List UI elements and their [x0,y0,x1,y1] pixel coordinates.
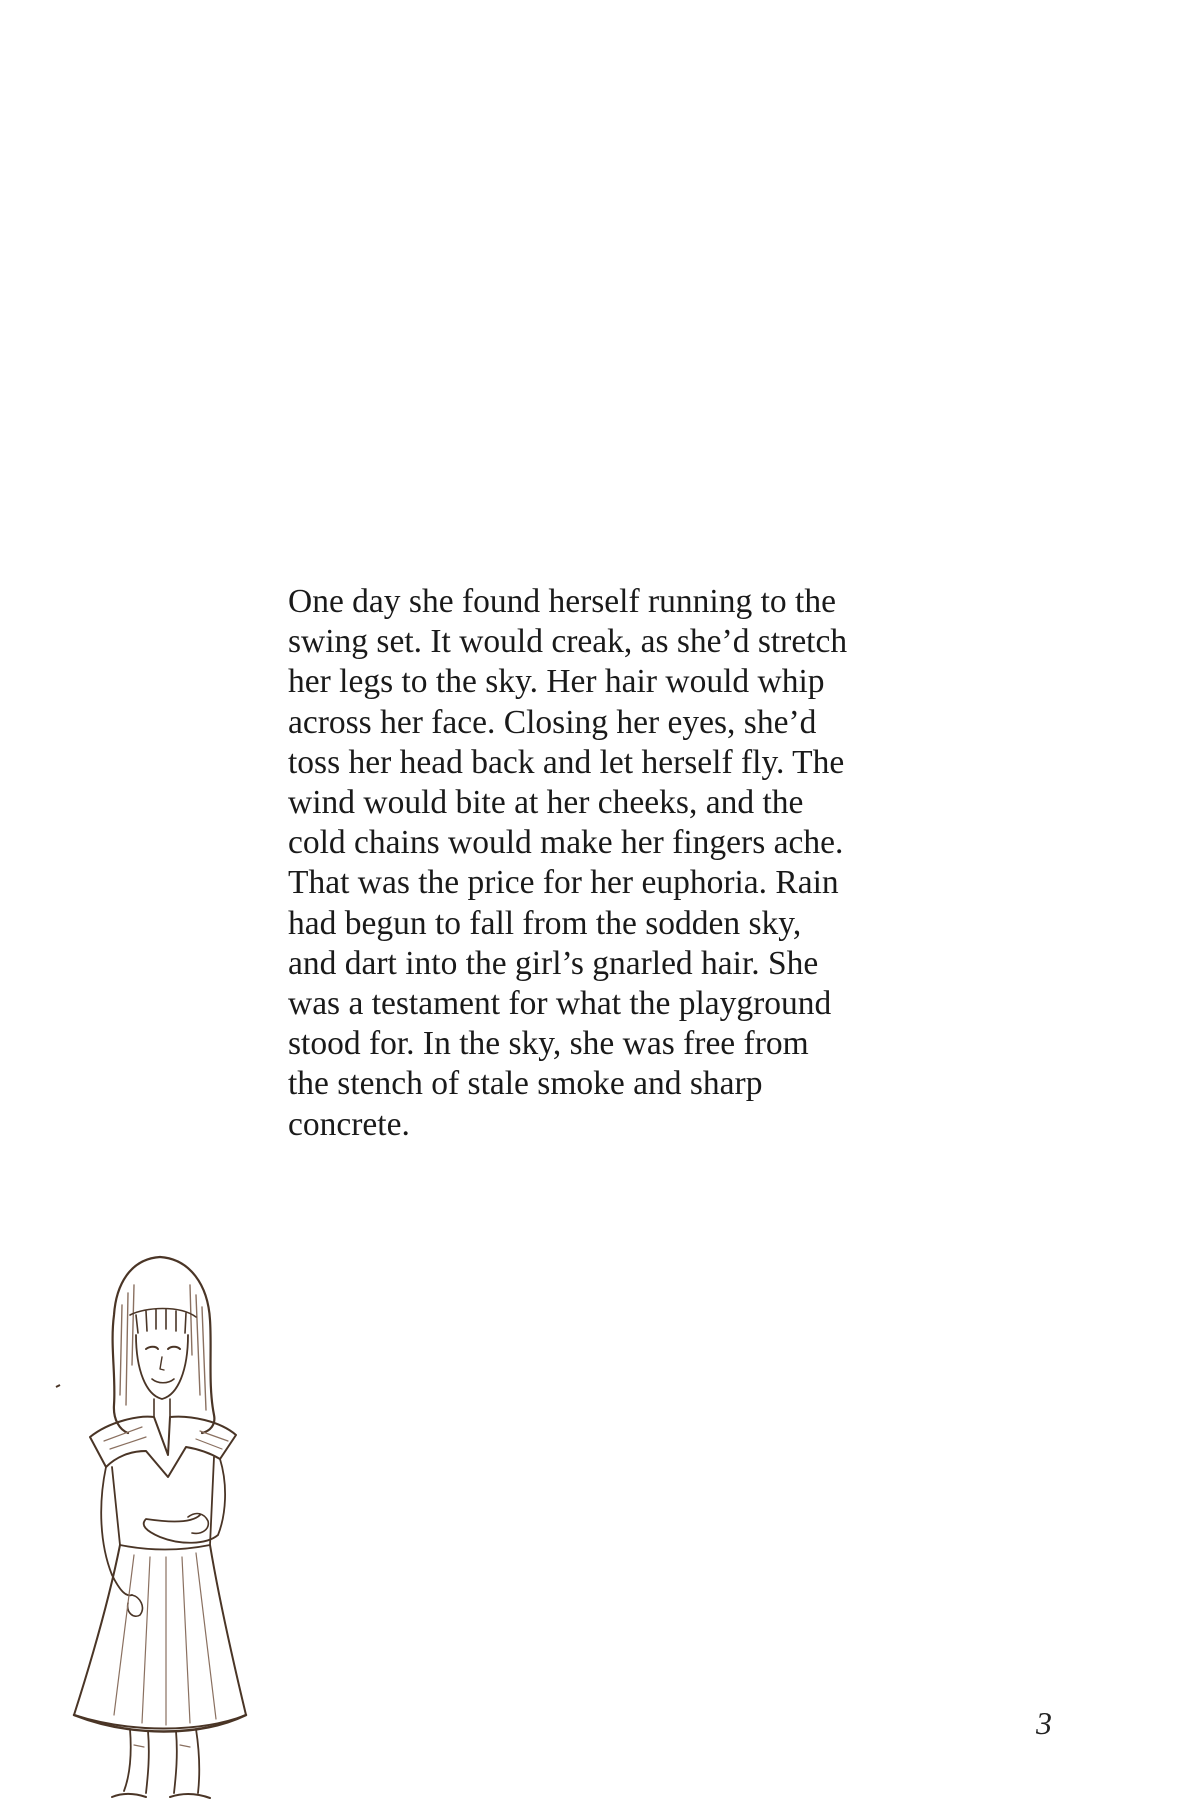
story-line: her legs to the sky. Her hair would whip [288,663,825,701]
story-line: wind would bite at her cheeks, and the [288,784,804,822]
story-paragraph [288,582,938,1145]
story-line: concrete. [288,1105,410,1143]
story-line: One day she found herself running to the [288,583,836,620]
story-line: the stench of stale smoke and sharp [288,1065,763,1103]
arm-left [101,1467,132,1595]
story-line: cold chains would make her fingers ache. [288,824,844,862]
story-line: swing set. It would creak, as she’d stretch [288,623,848,661]
hand-left [128,1595,143,1616]
story-line: was a testament for what the playground [288,985,832,1023]
leg-left [124,1729,149,1793]
eye-right [168,1347,180,1349]
face-outline [136,1335,188,1399]
eye-left [146,1347,158,1349]
story-line: stood for. In the sky, she was free from [288,1025,809,1063]
feet [112,1794,210,1798]
neck [154,1399,170,1417]
girl-sketch-illustration [50,1245,290,1800]
story-line: had begun to fall from the sodden sky, [288,904,802,942]
stray-mark [56,1385,60,1387]
mouth [152,1379,174,1383]
hair-shading [120,1285,206,1410]
story-line: toss her head back and let herself fly. The [288,743,845,781]
skirt-pleats [114,1553,216,1725]
story-line: across her face. Closing her eyes, she’d [288,703,817,741]
hair-bangs [130,1309,196,1334]
nose [160,1357,164,1370]
dress-skirt [74,1545,246,1729]
leg-right [174,1729,199,1793]
page-number: 3 [1036,1705,1052,1741]
story-line: That was the price for her euphoria. Rain [288,864,839,902]
story-line: and dart into the girl’s gnarled hair. She [288,944,819,982]
knee-marks [134,1745,190,1747]
